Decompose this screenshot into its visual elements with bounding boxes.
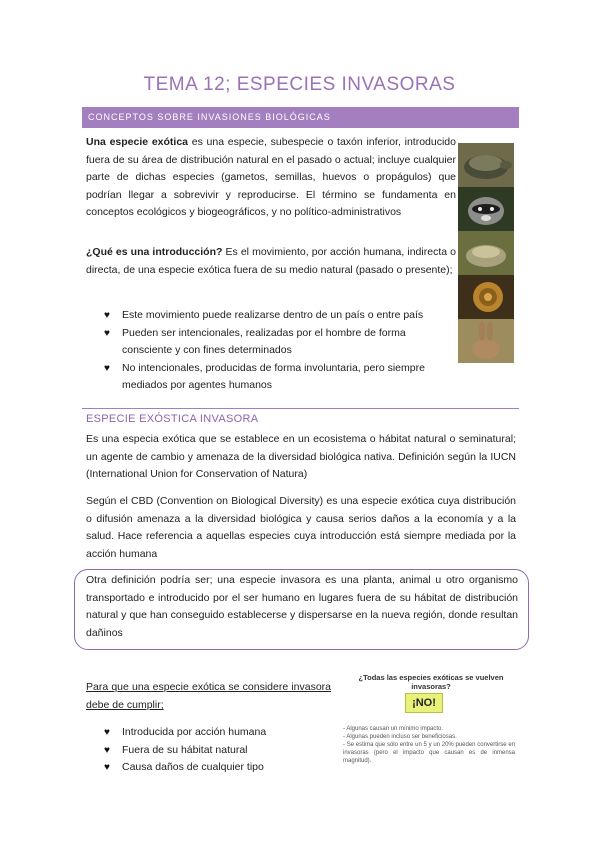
raccoon-photo: [458, 187, 514, 231]
heart-icon: ♥: [104, 727, 110, 738]
paragraph-introduction: [86, 244, 456, 279]
frog-photo: [458, 231, 514, 275]
page-title: TEMA 12; ESPECIES INVASORAS: [143, 74, 456, 95]
section-heading-invasive-species: ESPECIE EXÓSTICA INVASORA: [86, 413, 259, 425]
heart-icon: ♥: [104, 327, 110, 339]
exotic-notes: [343, 725, 515, 765]
list-item-text: Causa daños de cualquier tipo: [122, 761, 264, 773]
term-exotic-species: Una especie exótica: [86, 136, 189, 148]
paragraph-other-definition: Otra definición podría ser; una especie invasora es una planta, animal u otro organismo transportado e introducido por el ser humano en lugares fuera de su hábitat de distribución natural y que han conseguido establecerse y dispersarse en la nueva región, donde resultan dañinos: [86, 574, 518, 639]
list-item-text: Fuera de su hábitat natural: [122, 743, 248, 756]
list-item-text: Introducida por acción humana: [122, 726, 267, 738]
list-item: [86, 325, 448, 360]
requirements-bullet-list: [86, 724, 346, 777]
paragraph-text: Es el movimiento, por acción humana, indirecta o directa, de una especie exótica fuera de su medio natural (pasado o presente);: [86, 246, 456, 276]
section-header-concepts: CONCEPTOS SOBRE INVASIONES BIOLÓGICAS: [82, 107, 519, 128]
paragraph-cbd-definition: Según el CBD (Convention on Biological Diversity) es una especie exótica cuya distribución o difusión amenaza a la diversidad biológica y causa serios daños a la economía y a la salud. Hace referencia a aquellas especies cuya introducción está siempre mediada por la acción humana: [86, 495, 516, 560]
note-item: - Se estima que sólo entre un 5 y un 20% pueden convertirse en invasoras (pero el impacto que causan es de inmensa magnitud).: [343, 742, 515, 764]
introduction-bullet-list: [86, 307, 448, 395]
paragraph-exotic-species: [86, 134, 456, 222]
list-item: [86, 759, 346, 777]
list-item: [86, 307, 448, 325]
note-item: - Algunas pueden incluso ser beneficiosas.: [343, 734, 457, 740]
exotic-question-heading: ¿Todas las especies exóticas se vuelven invasoras?: [358, 673, 504, 691]
list-item: [86, 742, 346, 760]
list-item-text: Pueden ser intencionales, realizadas por el hombre de forma consciente y con fines determinados: [122, 326, 406, 356]
species-photo-column: [458, 143, 514, 363]
paragraph-iucn-definition: Es una especia exótica que se establece en un ecosistema o hábitat natural o seminatural; un agente de cambio y amenaza de la diversidad biológica nativa. Definición según la IUCN (International Union for Conservation of Natura): [86, 433, 516, 480]
section-divider: [82, 408, 519, 409]
list-item-text: Este movimiento puede realizarse dentro de un país o entre país: [122, 309, 424, 321]
snail-photo: [458, 275, 514, 319]
paragraph-requirements-intro: Para que una especie exótica se considere invasora debe de cumplir;: [86, 681, 331, 711]
heart-icon: ♥: [104, 744, 110, 756]
turtle-photo: [458, 143, 514, 187]
term-introduction: ¿Qué es una introducción?: [86, 246, 223, 258]
hare-photo: [458, 319, 514, 363]
heart-icon: ♥: [104, 762, 110, 773]
note-item: - Algunas causan un mínimo impacto.: [343, 726, 444, 732]
answer-badge: ¡NO!: [405, 693, 443, 713]
heart-icon: ♥: [104, 310, 110, 321]
paragraph-text: es una especie, subespecie o taxón inferior, introducido fuera de su área de distribución natural en el pasado o actual; incluye cualquier parte de dichas especies (gametos, semillas, huevos o propágulos) que podrían llegar a sobrevivir y reproducirse. El término se fundamenta en conceptos ecológicos y biogeográficos, y no político-administrativos: [86, 136, 456, 218]
heart-icon: ♥: [104, 362, 110, 374]
list-item: [86, 360, 448, 395]
list-item: [86, 724, 346, 742]
list-item-text: No intencionales, producidas de forma involuntaria, pero siempre mediados por agentes humanos: [122, 361, 425, 391]
